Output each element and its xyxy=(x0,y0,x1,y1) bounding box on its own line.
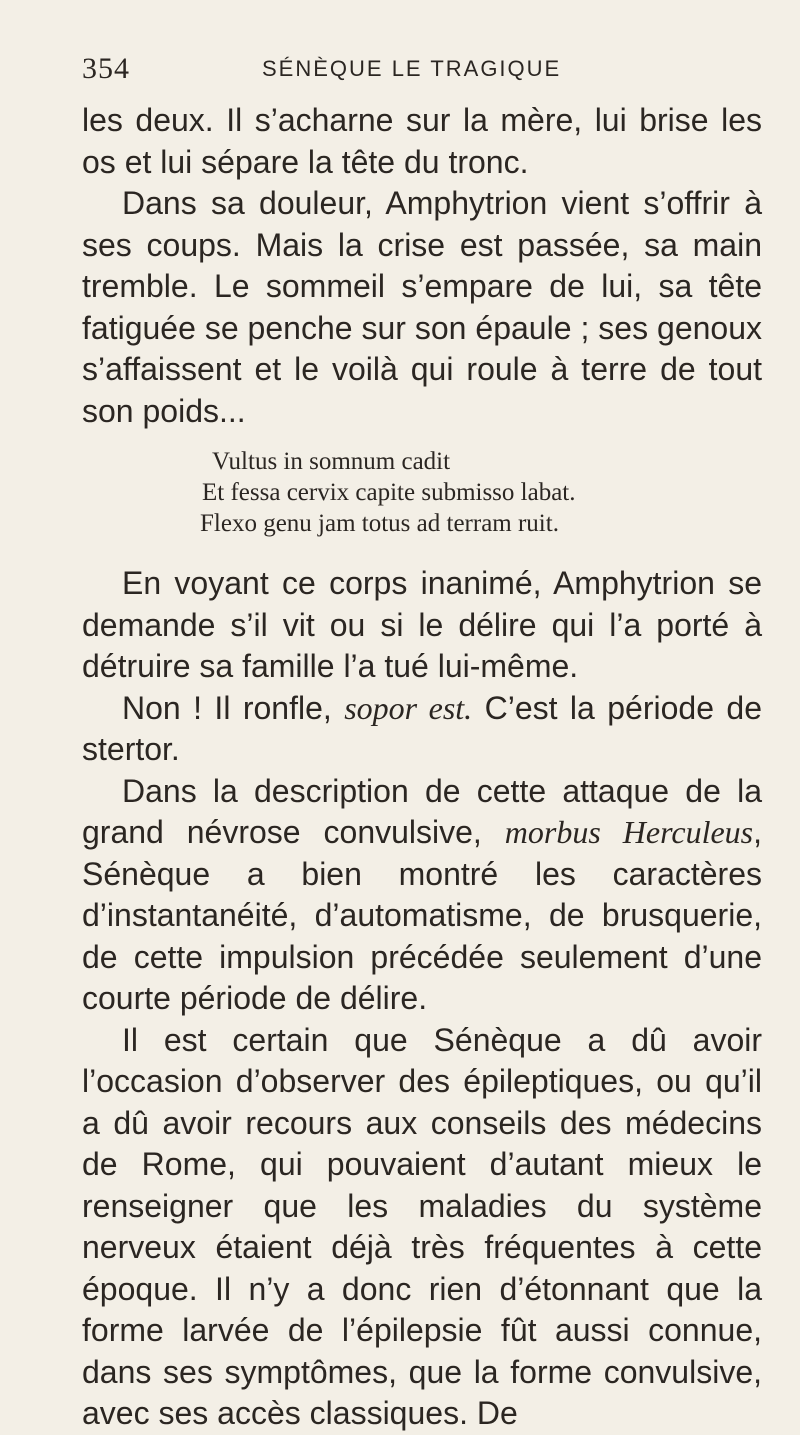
paragraph-4-italic: sopor est. xyxy=(344,689,473,726)
paragraph-4-text-a: Non ! Il ronfle, xyxy=(122,689,345,726)
quote-line-2: Et fessa cervix capite submisso labat. xyxy=(202,479,576,506)
paragraph-3: En voyant ce corps inanimé, Amphytrion se demande s’il vit ou si le délire qui l’a porté à détruire sa famille l’a tué lui-même. xyxy=(82,565,762,684)
running-head: SÉNÈQUE LE TRAGIQUE xyxy=(262,56,562,81)
paragraph-6: Il est certain que Sénèque a dû avoir l’occasion d’observer des épileptiques, ou qu’il a dû avoir recours aux conseils des médecins de Rome, qui pouvaient d’autant mieux le renseigner que les maladies du système nerveux étaient déjà très fréquentes à cette époque. Il n’y a donc rien d’étonnant que la forme larvée de l’épilepsie fût aussi connue, dans ses symptômes, que la forme convulsive, avec ses accès classiques. De xyxy=(82,1021,762,1431)
paragraph-4 xyxy=(82,688,762,771)
latin-quote xyxy=(82,446,762,539)
quote-line-1: Vultus in somnum cadit xyxy=(212,448,451,475)
paragraph-5-text-b: , Sénèque a bien montré les caractères d’instantanéité, d’automatisme, de brusquerie, de cette impulsion précédée seulement d’une courte période de délire. xyxy=(82,814,763,1016)
quote-line-3: Flexo genu jam totus ad terram ruit. xyxy=(200,510,559,537)
paragraph-4-text-b: C’est la période de stertor. xyxy=(82,689,763,767)
paragraph-1: les deux. Il s’acharne sur la mère, lui brise les os et lui sépare la tête du tronc. xyxy=(82,102,762,180)
body-text xyxy=(82,100,762,1435)
page-number: 354 xyxy=(82,52,130,85)
paragraph-5 xyxy=(82,771,762,1020)
paragraph-5-text-a: Dans la description de cette attaque de la grand névrose convulsive, xyxy=(82,772,762,850)
page-header xyxy=(82,52,762,92)
paragraph-5-italic: morbus Herculeus xyxy=(504,814,754,850)
paragraph-2: Dans sa douleur, Amphytrion vient s’offrir à ses coups. Mais la crise est passée, sa main tremble. Le sommeil s’empare de lui, sa tête fatiguée se penche sur son épaule ; ses genoux s’affaissent et le voilà qui roule à terre de tout son poids... xyxy=(82,185,762,429)
